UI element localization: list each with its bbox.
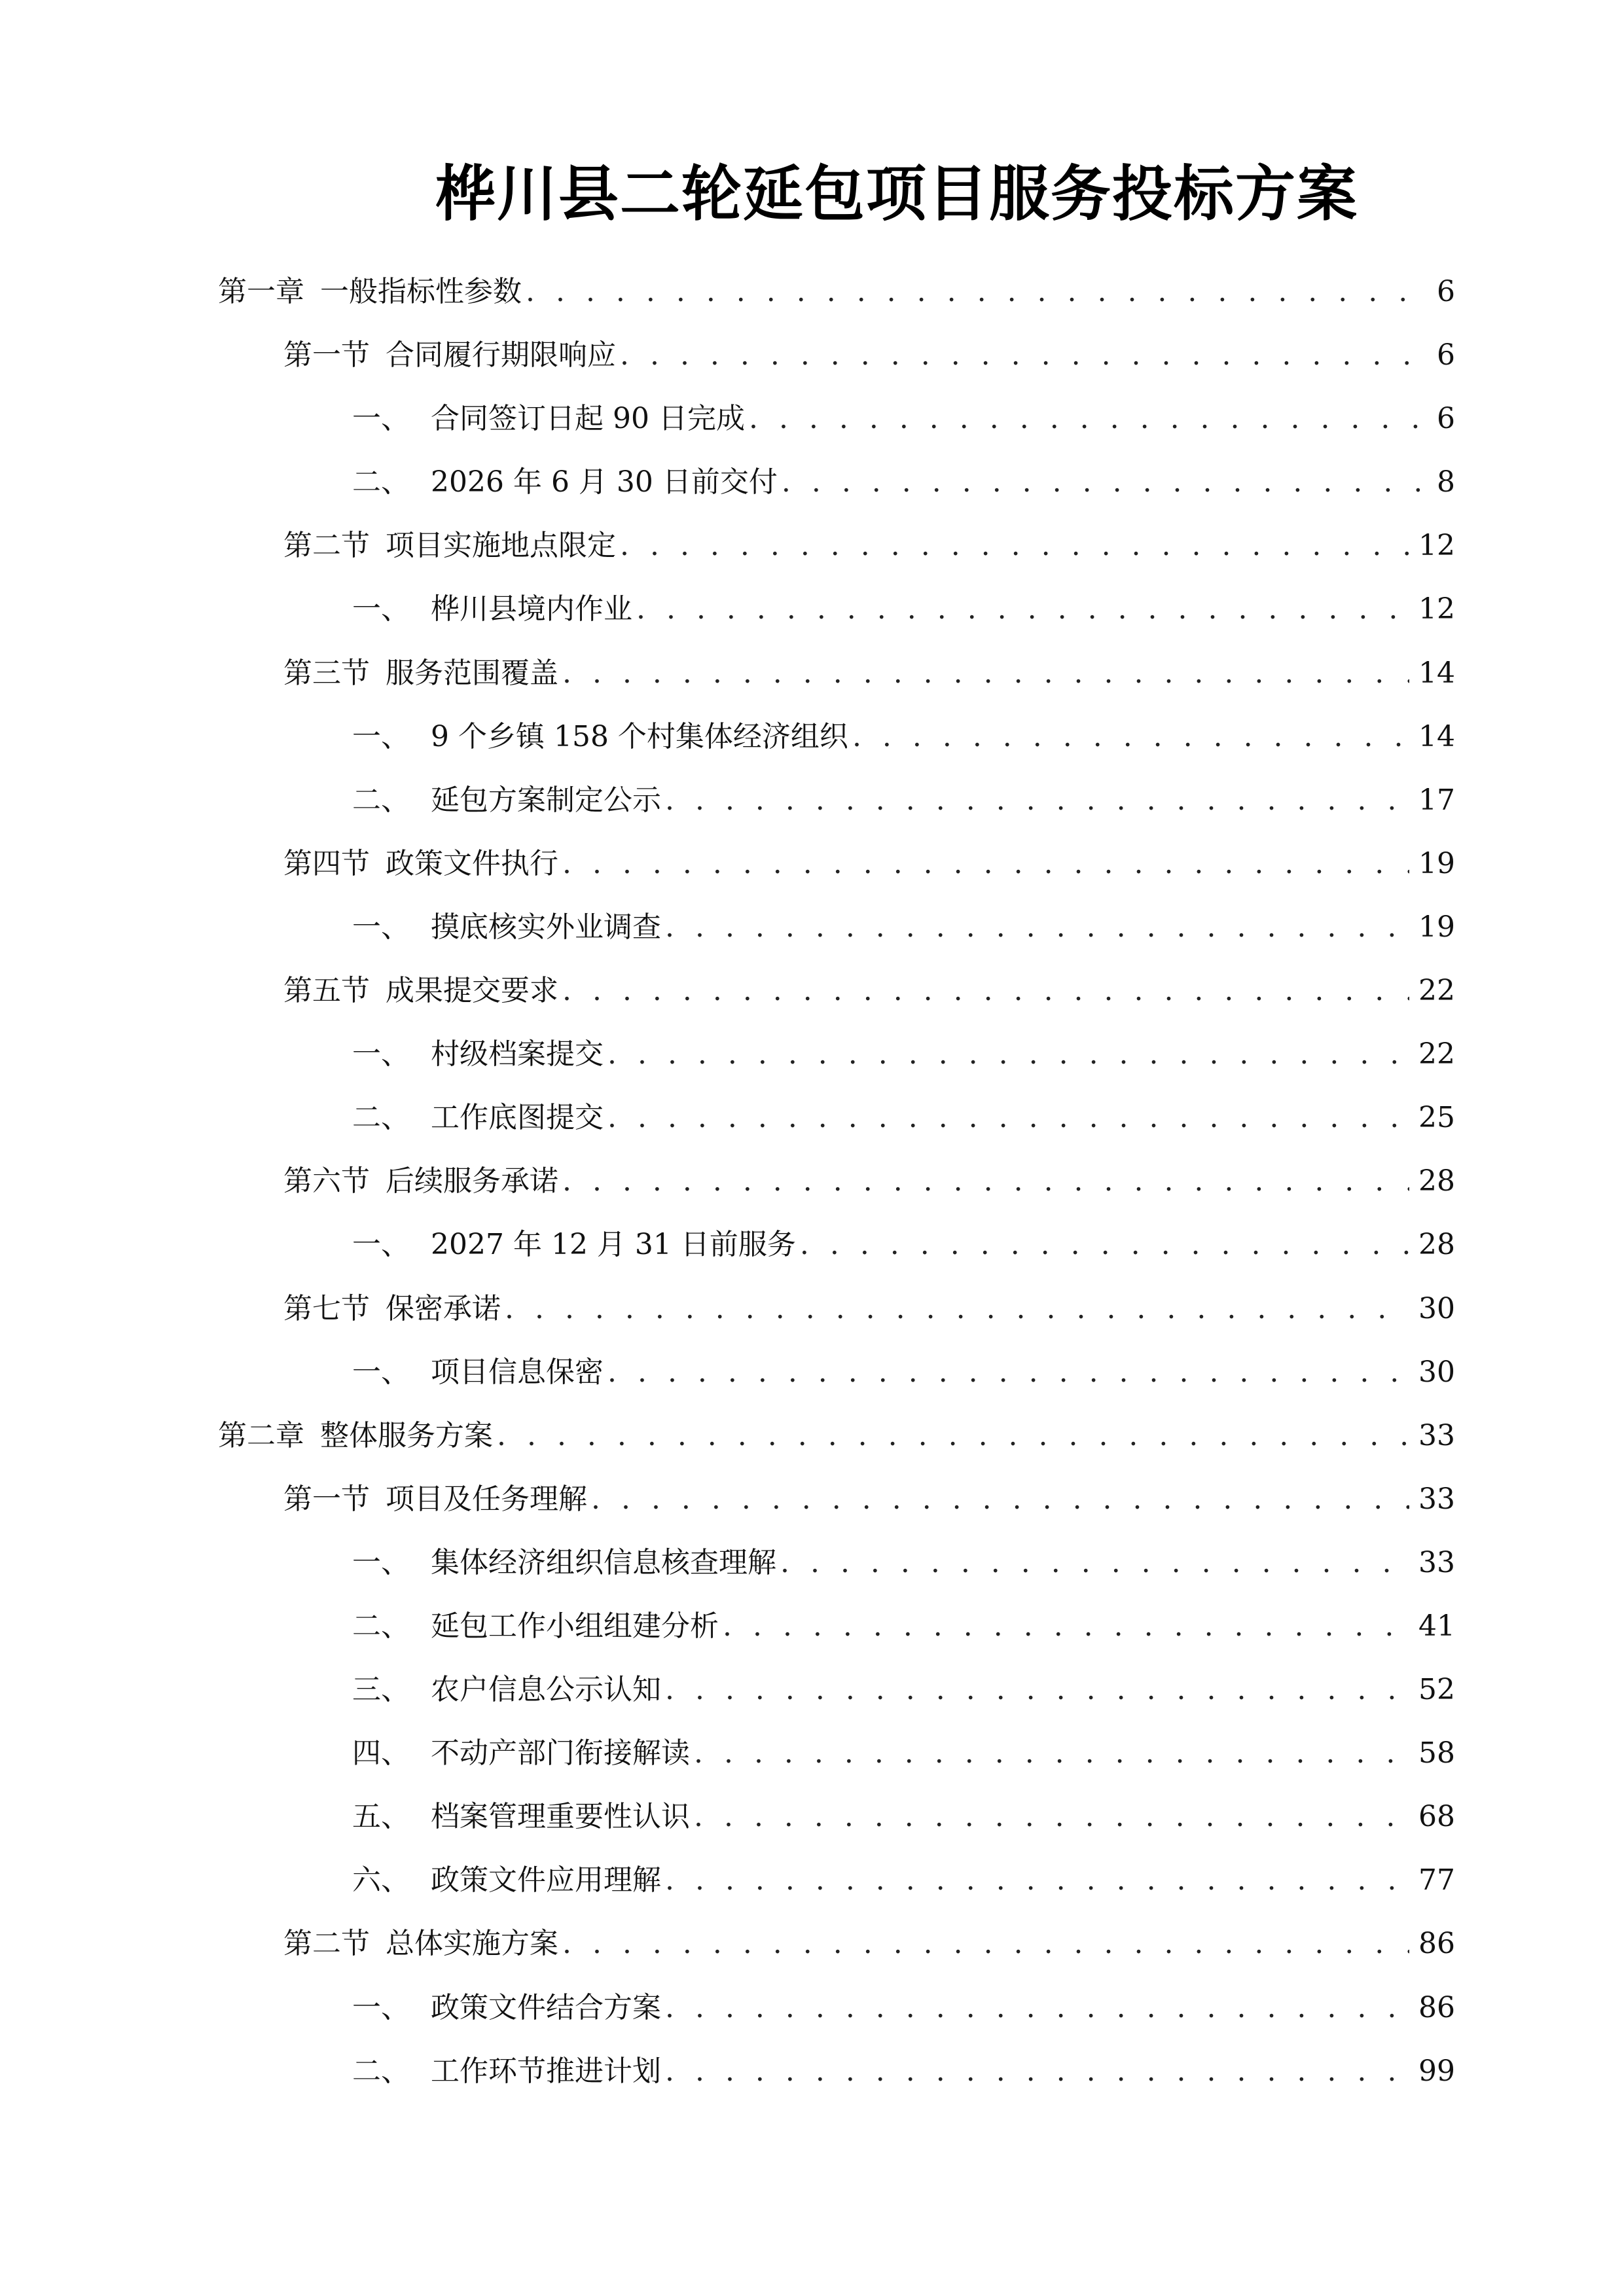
toc-dot-leader	[723, 1594, 1409, 1658]
toc-entry-number: 第二章	[218, 1418, 304, 1452]
toc-dot-leader	[607, 1022, 1409, 1086]
toc-entry-title: 服务范围覆盖	[386, 656, 558, 690]
toc-dot-leader	[562, 832, 1409, 895]
toc-dot-leader	[800, 1213, 1409, 1276]
toc-page-number: 52	[1418, 1673, 1455, 1707]
toc-entry[interactable]	[0, 832, 1624, 895]
toc-entry-title: 合同履行期限响应	[386, 338, 616, 372]
toc-entry[interactable]	[0, 1848, 1624, 1912]
toc-dot-leader	[562, 641, 1409, 705]
toc-entry-number: 第六节	[283, 1164, 370, 1198]
toc-entry-number: 一、	[352, 1545, 410, 1579]
toc-entry-title: 工作环节推进计划	[431, 2054, 661, 2088]
toc-page-number: 77	[1418, 1863, 1455, 1897]
toc-dot-leader	[852, 705, 1409, 768]
toc-entry-number: 第二节	[283, 529, 370, 563]
toc-entry[interactable]	[0, 387, 1624, 450]
toc-page-number: 33	[1418, 1482, 1455, 1516]
toc-page-number: 8	[1437, 465, 1455, 499]
toc-entry-title: 档案管理重要性认识	[431, 1800, 690, 1834]
toc-page-number: 12	[1418, 592, 1455, 626]
toc-entry[interactable]	[0, 1404, 1624, 1467]
toc-entry[interactable]	[0, 1912, 1624, 1975]
toc-entry-title: 一般指标性参数	[320, 275, 522, 308]
toc-page-number: 30	[1418, 1291, 1455, 1325]
toc-entry-title: 项目信息保密	[431, 1355, 604, 1389]
toc-entry-number: 第一节	[283, 338, 370, 372]
toc-dot-leader	[591, 1467, 1409, 1531]
toc-entry-number: 二、	[352, 465, 410, 499]
toc-entry-title: 摸底核实外业调查	[431, 910, 661, 944]
toc-entry-number: 一、	[352, 1228, 410, 1262]
toc-dot-leader	[562, 1912, 1409, 1975]
toc-entry-title: 项目及任务理解	[386, 1482, 587, 1516]
toc-entry[interactable]	[0, 1594, 1624, 1658]
toc-entry-number: 一、	[352, 402, 410, 436]
toc-entry-title: 桦川县境内作业	[431, 592, 632, 626]
toc-dot-leader	[665, 1976, 1409, 2039]
toc-entry[interactable]	[0, 705, 1624, 768]
toc-page-number: 28	[1418, 1164, 1455, 1198]
toc-entry-title: 总体实施方案	[386, 1927, 558, 1961]
toc-entry-title: 政策文件执行	[386, 846, 558, 880]
toc-entry-title: 集体经济组织信息核查理解	[431, 1545, 776, 1579]
toc-entry-title: 9 个乡镇 158 个村集体经济组织	[431, 719, 848, 753]
toc-entry[interactable]	[0, 768, 1624, 832]
toc-page-number: 99	[1418, 2054, 1455, 2088]
toc-page-number: 68	[1418, 1800, 1455, 1834]
toc-dot-leader	[782, 450, 1420, 514]
toc-page-number: 86	[1418, 1927, 1455, 1961]
toc-entry[interactable]	[0, 2039, 1624, 2103]
toc-entry-number: 三、	[352, 1673, 410, 1707]
document-title: 桦川县二轮延包项目服务投标方案	[435, 159, 1358, 229]
toc-entry[interactable]	[0, 577, 1624, 641]
toc-entry[interactable]	[0, 323, 1624, 387]
toc-page-number: 58	[1418, 1736, 1455, 1770]
toc-dot-leader	[505, 1277, 1409, 1340]
toc-page-number: 25	[1418, 1101, 1455, 1135]
toc-page-number: 19	[1418, 910, 1455, 944]
toc-dot-leader	[636, 577, 1409, 641]
toc-dot-leader	[562, 1149, 1409, 1213]
toc-entry[interactable]	[0, 450, 1624, 514]
toc-entry-number: 第七节	[283, 1291, 370, 1325]
toc-entry[interactable]	[0, 1976, 1624, 2039]
toc-entry[interactable]	[0, 1531, 1624, 1594]
toc-dot-leader	[562, 959, 1409, 1022]
toc-entry-number: 一、	[352, 910, 410, 944]
toc-entry[interactable]	[0, 895, 1624, 959]
toc-entry-number: 第五节	[283, 974, 370, 1008]
toc-dot-leader	[607, 1340, 1409, 1404]
toc-dot-leader	[694, 1721, 1409, 1785]
toc-entry-title: 政策文件应用理解	[431, 1863, 661, 1897]
toc-entry[interactable]	[0, 1022, 1624, 1086]
toc-entry-title: 延包工作小组组建分析	[431, 1609, 719, 1643]
toc-page-number: 33	[1418, 1545, 1455, 1579]
toc-entry[interactable]	[0, 1721, 1624, 1785]
toc-page-number: 19	[1418, 846, 1455, 880]
toc-entry[interactable]	[0, 1467, 1624, 1531]
toc-entry-number: 一、	[352, 592, 410, 626]
toc-dot-leader	[665, 768, 1409, 832]
toc-page-number: 14	[1418, 719, 1455, 753]
toc-entry-number: 第四节	[283, 846, 370, 880]
toc-page-number: 28	[1418, 1228, 1455, 1262]
toc-entry-title: 项目实施地点限定	[386, 529, 616, 563]
toc-entry[interactable]	[0, 1213, 1624, 1276]
toc-dot-leader	[694, 1785, 1409, 1848]
toc-page-number: 33	[1418, 1418, 1455, 1452]
toc-dot-leader	[665, 895, 1409, 959]
toc-entry[interactable]	[0, 641, 1624, 705]
toc-dot-leader	[620, 323, 1420, 387]
toc-entry-title: 2027 年 12 月 31 日前服务	[431, 1228, 796, 1262]
toc-page-number: 17	[1418, 783, 1455, 817]
toc-entry[interactable]	[0, 1086, 1624, 1149]
toc-entry-number: 第一章	[218, 275, 304, 308]
toc-dot-leader	[780, 1531, 1409, 1594]
toc-page-number: 86	[1418, 1990, 1455, 2024]
toc-dot-leader	[665, 1658, 1409, 1721]
toc-entry-title: 后续服务承诺	[386, 1164, 558, 1198]
toc-page-number: 14	[1418, 656, 1455, 690]
toc-page-number: 30	[1418, 1355, 1455, 1389]
toc-entry-title: 政策文件结合方案	[431, 1990, 661, 2024]
toc-dot-leader	[749, 387, 1420, 450]
toc-dot-leader	[607, 1086, 1409, 1149]
toc-entry-number: 一、	[352, 1990, 410, 2024]
toc-entry[interactable]	[0, 1785, 1624, 1848]
toc-entry-title: 整体服务方案	[320, 1418, 493, 1452]
toc-entry-number: 第二节	[283, 1927, 370, 1961]
toc-entry-title: 保密承诺	[386, 1291, 501, 1325]
toc-entry-number: 六、	[352, 1863, 410, 1897]
toc-entry-title: 村级档案提交	[431, 1037, 604, 1071]
toc-page-number: 6	[1437, 338, 1455, 372]
toc-entry-title: 工作底图提交	[431, 1101, 604, 1135]
toc-dot-leader	[620, 514, 1409, 577]
toc-dot-leader	[665, 2039, 1409, 2103]
toc-entry-title: 不动产部门衔接解读	[431, 1736, 690, 1770]
toc-entry-title: 农户信息公示认知	[431, 1673, 661, 1707]
toc-page-number: 41	[1418, 1609, 1455, 1643]
toc-entry-number: 五、	[352, 1800, 410, 1834]
toc-entry[interactable]	[0, 1340, 1624, 1404]
toc-entry[interactable]	[0, 260, 1624, 323]
toc-page-number: 22	[1418, 974, 1455, 1008]
toc-entry-number: 一、	[352, 1355, 410, 1389]
toc-page-number: 22	[1418, 1037, 1455, 1071]
toc-dot-leader	[665, 1848, 1409, 1912]
toc-page-number: 12	[1418, 529, 1455, 563]
toc-entry-number: 四、	[352, 1736, 410, 1770]
toc-page-number: 6	[1437, 402, 1455, 436]
table-of-contents	[0, 260, 1624, 2103]
toc-entry[interactable]	[0, 1658, 1624, 1721]
toc-entry-title: 延包方案制定公示	[431, 783, 661, 817]
toc-page-number: 6	[1437, 275, 1455, 308]
toc-entry-number: 第三节	[283, 656, 370, 690]
toc-entry-number: 一、	[352, 1037, 410, 1071]
toc-entry[interactable]	[0, 959, 1624, 1022]
toc-entry[interactable]	[0, 1149, 1624, 1213]
toc-entry-title: 2026 年 6 月 30 日前交付	[431, 465, 778, 499]
toc-entry-number: 二、	[352, 783, 410, 817]
toc-entry-title: 合同签订日起 90 日完成	[431, 402, 745, 436]
toc-entry[interactable]	[0, 514, 1624, 577]
toc-dot-leader	[497, 1404, 1409, 1467]
toc-dot-leader	[526, 260, 1420, 323]
toc-entry-number: 二、	[352, 1101, 410, 1135]
toc-entry-title: 成果提交要求	[386, 974, 558, 1008]
toc-entry-number: 一、	[352, 719, 410, 753]
toc-entry-number: 二、	[352, 1609, 410, 1643]
toc-entry-number: 第一节	[283, 1482, 370, 1516]
toc-entry[interactable]	[0, 1277, 1624, 1340]
toc-entry-number: 二、	[352, 2054, 410, 2088]
